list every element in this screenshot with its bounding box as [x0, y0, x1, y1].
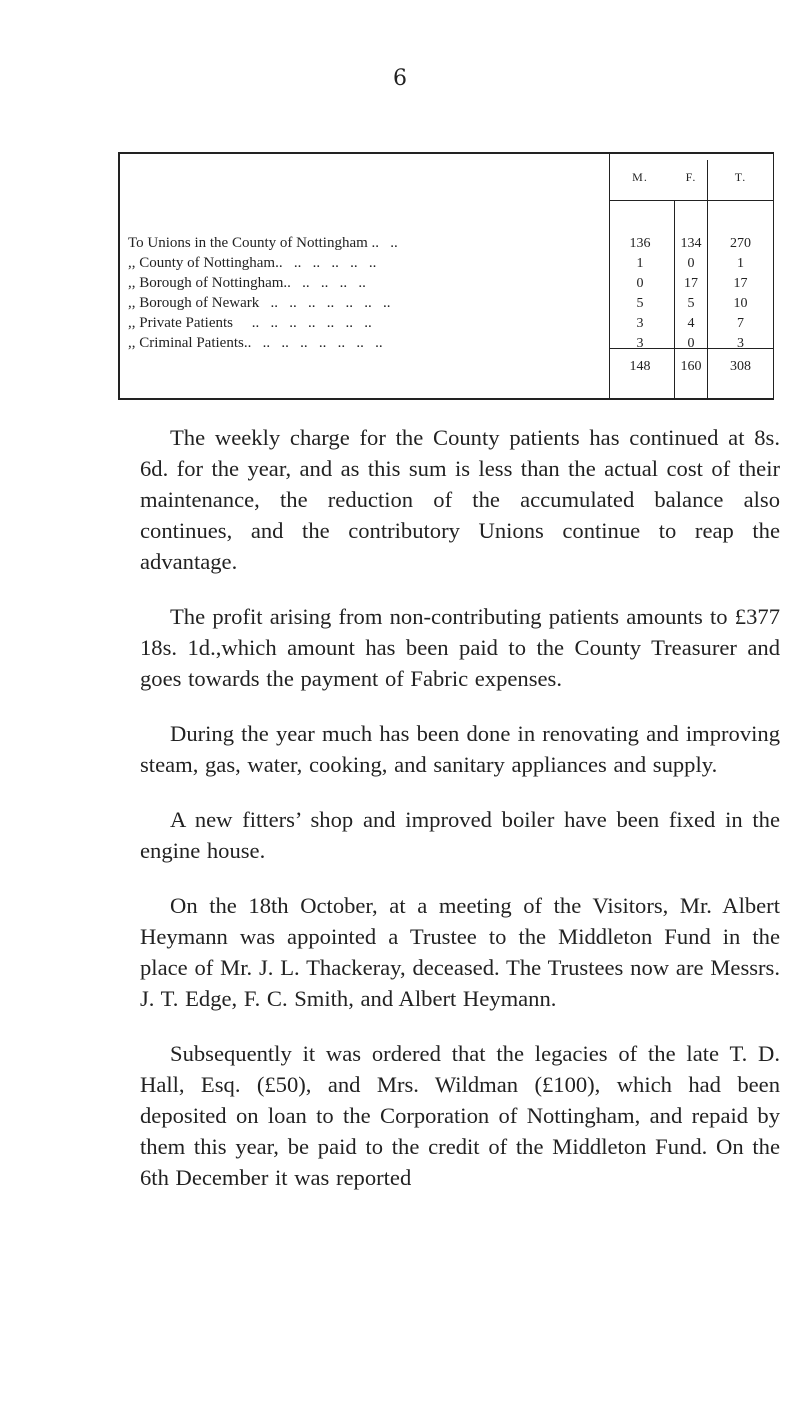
table-row-label: ,, County of Nottingham.. .. .. .. .. ..	[128, 255, 377, 271]
table-cell-f: 17	[684, 276, 698, 291]
table-cell-m: 0	[636, 276, 644, 291]
table-bottom-rule	[118, 398, 774, 400]
page-number: 6	[393, 66, 407, 91]
table-cell-m: 136	[629, 236, 651, 251]
total-f: 160	[680, 359, 702, 374]
body-text	[140, 422, 780, 1217]
table-cell-f: 134	[680, 236, 702, 251]
table-row-label: ,, Criminal Patients.. .. .. .. .. .. .. ..	[128, 335, 383, 351]
table-cell-f: 0	[687, 256, 695, 271]
header-t: T.	[734, 170, 747, 184]
total-t: 308	[730, 359, 751, 374]
header-f: F.	[685, 170, 697, 184]
table-cell-t: 3	[737, 336, 744, 351]
table-left-rule	[118, 152, 120, 400]
total-m: 148	[629, 359, 651, 374]
table-cell-t: 1	[737, 256, 744, 271]
paragraph: Subsequently it was ordered that the legacies of the late T. D. Hall, Esq. (£50), and Mrs. Wildman (£100), which had been deposited on loan to the Corporation of Nottingham, and repaid by them this year, be paid to the credit of the Middleton Fund. On the 6th December it was reported	[140, 1041, 780, 1190]
table-cell-t: 270	[730, 236, 751, 251]
table-cell-m: 3	[636, 336, 644, 351]
table-cell-t: 10	[733, 296, 748, 311]
header-rule	[610, 200, 774, 201]
table-cell-m: 3	[636, 316, 644, 331]
paragraph: The weekly charge for the County patients has continued at 8s. 6d. for the year, and as this sum is less than the actual cost of their maintenance, the reduction of the accumulated balance also continues, and the contributory Unions continue to reap the advantage.	[140, 425, 780, 574]
table-row-label: ,, Borough of Newark .. .. .. .. .. .. ..	[128, 295, 391, 311]
table-row-label: To Unions in the County of Nottingham .. ..	[128, 235, 398, 251]
header-m: M.	[632, 170, 648, 184]
table-cell-f: 5	[687, 296, 695, 311]
table-cell-f: 0	[687, 336, 695, 351]
paragraph: A new fitters’ shop and improved boiler have been fixed in the engine house.	[140, 807, 780, 863]
table-row-label: ,, Borough of Nottingham.. .. .. .. ..	[128, 275, 366, 291]
table-top-rule	[118, 152, 774, 154]
table-cell-t: 7	[737, 316, 744, 331]
paragraph: The profit arising from non-contributing patients amounts to £377 18s. 1d.,which amount has been paid to the County Treasurer and goes towards the payment of Fabric expenses.	[140, 604, 780, 691]
table-cell-m: 1	[636, 256, 644, 271]
table-right-rule	[773, 152, 774, 400]
table-cell-m: 5	[636, 296, 644, 311]
table-row-label: ,, Private Patients .. .. .. .. .. .. ..	[128, 315, 372, 331]
table-cell-f: 4	[687, 316, 695, 331]
table-cell-t: 17	[733, 276, 748, 291]
paragraph: During the year much has been done in renovating and improving steam, gas, water, cooking, and sanitary appliances and supply.	[140, 721, 780, 777]
paragraph: On the 18th October, at a meeting of the Visitors, Mr. Albert Heymann was appointed a Trustee to the Middleton Fund in the place of Mr. J. L. Thackeray, deceased. The Trustees now are Messrs. J. T. Edge, F. C. Smith, and Albert Heymann.	[140, 893, 780, 1011]
